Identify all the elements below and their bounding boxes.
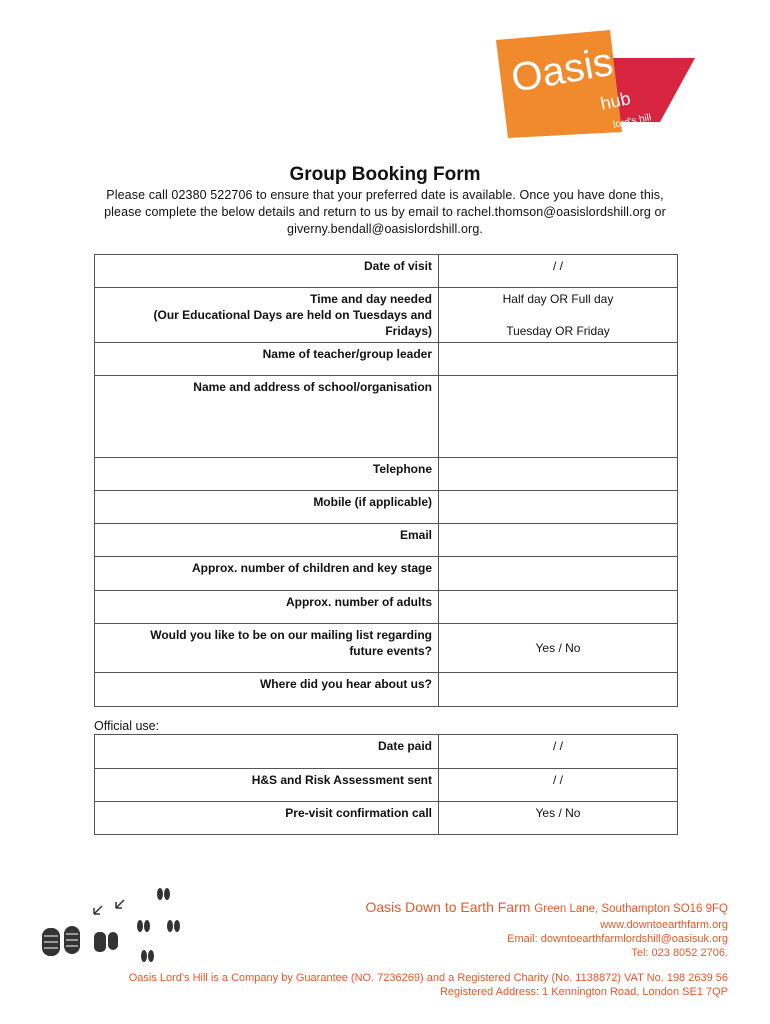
hear-about-field[interactable] [439,673,678,707]
footer-email[interactable]: Email: downtoearthfarmlordshill@oasisuk.org [507,933,728,945]
mobile-field[interactable] [439,491,678,524]
time-day-note: (Our Educational Days are held on Tuesdays and [153,308,432,322]
email-label: Email [95,524,439,557]
children-label: Approx. number of children and key stage [95,557,439,591]
pre-visit-call-field[interactable]: Yes / No [439,802,678,835]
hear-about-label: Where did you hear about us? [95,673,439,707]
email-field[interactable] [439,524,678,557]
teacher-field[interactable] [439,343,678,376]
mailing-list-line: future events? [349,644,432,658]
teacher-label: Name of teacher/group leader [95,343,439,376]
footer-tel: Tel: 023 8052 2706. [631,947,728,959]
footer-company: Oasis Lord's Hill is a Company by Guarantee (NO. 7236269) and a Registered Charity (No. 1138872) VAT No. 198 2639 56 [128,972,728,984]
children-field[interactable] [439,557,678,591]
mailing-list-line: Would you like to be on our mailing list regarding [150,628,432,642]
time-day-label [95,288,439,343]
date-paid-field[interactable]: / / [439,735,678,769]
telephone-label: Telephone [95,458,439,491]
official-use-table [94,734,678,835]
telephone-field[interactable] [439,458,678,491]
adults-label: Approx. number of adults [95,591,439,624]
logo-place: lord's hill [612,112,653,131]
official-use-label: Official use: [94,719,160,733]
farm-name: Oasis Down to Earth Farm [365,899,531,915]
hs-risk-label: H&S and Risk Assessment sent [95,769,439,802]
time-day-title: Time and day needed [310,292,432,306]
footer-registered: Registered Address: 1 Kennington Road, London SE1 7QP [439,986,728,998]
intro-line: please complete the below details and return to us by email to rachel.thomson@oasislordshill.org or [104,205,666,219]
date-of-visit-label: Date of visit [95,255,439,288]
time-option-day: Tuesday OR Friday [506,324,610,338]
time-option-half-full: Half day OR Full day [502,292,614,306]
time-day-field[interactable] [439,288,678,343]
footer-web[interactable]: www.downtoearthfarm.org [600,919,728,931]
page-title: Group Booking Form [289,164,481,185]
hs-risk-field[interactable]: / / [439,769,678,802]
mailing-list-field[interactable]: Yes / No [439,624,678,673]
mailing-list-label [95,624,439,673]
logo-word: Oasis [507,39,617,101]
footprints-icon [36,884,186,970]
logo-sub: hub [598,88,633,114]
intro-text [80,187,690,238]
footer-farm-name [365,899,728,915]
date-of-visit-field[interactable]: / / [439,255,678,288]
mobile-label: Mobile (if applicable) [95,491,439,524]
booking-form-table [94,254,678,707]
school-label: Name and address of school/organisation [95,376,439,458]
oasis-hub-logo [490,30,700,140]
farm-address: Green Lane, Southampton SO16 9FQ [534,903,728,915]
school-field[interactable] [439,376,678,458]
adults-field[interactable] [439,591,678,624]
time-day-note: Fridays) [385,324,432,338]
intro-line: Please call 02380 522706 to ensure that your preferred date is available. Once you have done this, [106,188,664,202]
date-paid-label: Date paid [95,735,439,769]
pre-visit-call-label: Pre-visit confirmation call [95,802,439,835]
intro-line: giverny.bendall@oasislordshill.org. [287,222,483,236]
